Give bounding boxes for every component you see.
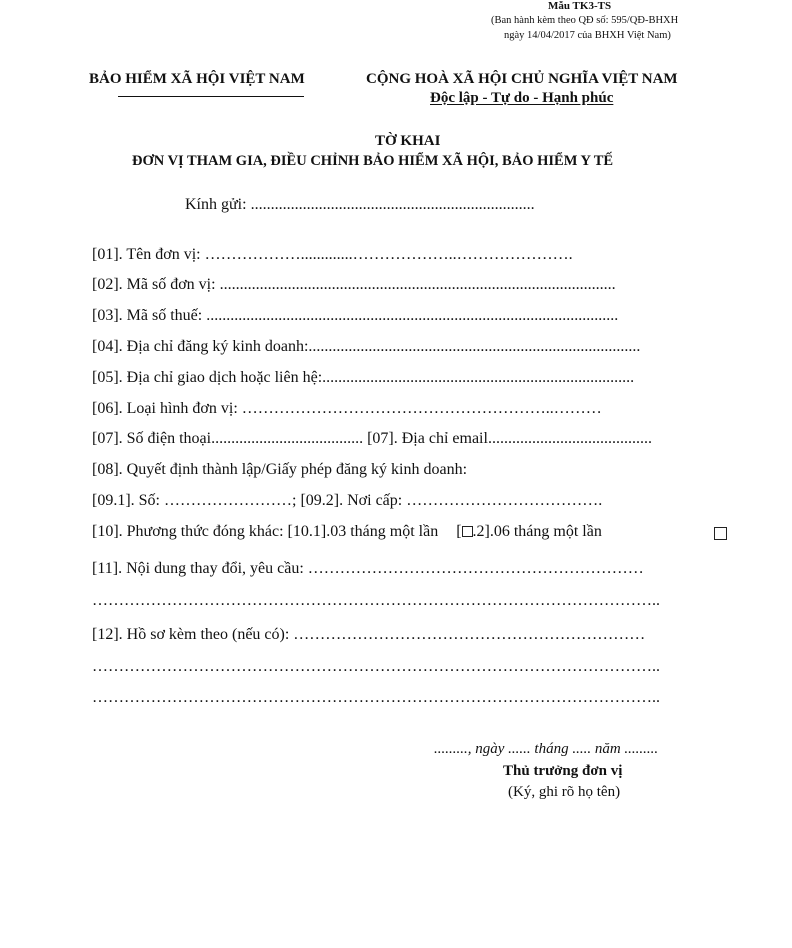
- field-07-phone-email[interactable]: [07]. Số điện thoại...................................... [07]. Địa chỉ email.........................................: [92, 430, 652, 447]
- issued-date-note: ngày 14/04/2017 của BHXH Việt Nam): [504, 30, 671, 41]
- field-10-option-6-months: .2].06 tháng một lần: [472, 523, 602, 540]
- field-02-unit-code[interactable]: [02]. Mã số đơn vị: ...................................................................................................: [92, 276, 616, 293]
- addressee-line[interactable]: Kính gửi: .......................................................................: [185, 196, 535, 213]
- field-12-attachments[interactable]: [12]. Hồ sơ kèm theo (nếu có): …………………………………………………………: [92, 626, 646, 643]
- field-11-change-content[interactable]: [11]. Nội dung thay đổi, yêu cầu: ………………………………………………………: [92, 560, 644, 577]
- field-05-contact-address[interactable]: [05]. Địa chỉ giao dịch hoặc liên hệ:..............................................................................: [92, 369, 635, 386]
- signature-note: (Ký, ghi rõ họ tên): [508, 784, 621, 800]
- republic-name: CỘNG HOÀ XÃ HỘI CHỦ NGHĨA VIỆT NAM: [366, 71, 678, 87]
- field-11-continuation[interactable]: ……………………………………………………………………………………………..: [92, 592, 660, 609]
- form-subtitle: ĐƠN VỊ THAM GIA, ĐIỀU CHỈNH BẢO HIỂM XÃ HỘI, BẢO HIỂM Y TẾ: [132, 153, 614, 169]
- date-line[interactable]: ........., ngày ...... tháng ..... năm .........: [434, 741, 659, 757]
- form-title: TỜ KHAI: [375, 133, 441, 149]
- field-03-tax-code[interactable]: [03]. Mã số thuế: .......................................................................................................: [92, 307, 619, 324]
- field-06-unit-type[interactable]: [06]. Loại hình đơn vị: …………………………………………………..………: [92, 400, 602, 417]
- field-10-label: [10]. Phương thức đóng khác: [10.1].03 tháng một lần: [92, 523, 439, 540]
- field-10-bracket: [: [456, 523, 462, 540]
- signer-title: Thủ trưởng đơn vị: [503, 763, 623, 779]
- field-08-establishment-decision: [08]. Quyết định thành lập/Giấy phép đăng ký kinh doanh:: [92, 461, 468, 478]
- field-04-business-address[interactable]: [04]. Địa chỉ đăng ký kinh doanh:...................................................................................: [92, 338, 641, 355]
- form-code: Mẫu TK3-TS: [548, 0, 612, 12]
- field-09-number-place[interactable]: [09.1]. Số: ……………………; [09.2]. Nơi cấp: ……………………………….: [92, 492, 603, 509]
- checkbox-6-months[interactable]: [714, 526, 727, 544]
- field-12-continuation-1[interactable]: ……………………………………………………………………………………………..: [92, 658, 660, 675]
- motto: Độc lập - Tự do - Hạnh phúc: [430, 90, 614, 106]
- field-10-payment-method: [92, 523, 602, 541]
- checkbox-3-months[interactable]: [462, 526, 473, 537]
- agency-underline: [118, 96, 304, 97]
- field-01-unit-name[interactable]: [01]. Tên đơn vị: ……………….............………………..………………….: [92, 246, 573, 263]
- agency-name: BẢO HIỂM XÃ HỘI VIỆT NAM: [89, 71, 305, 87]
- issued-note: (Ban hành kèm theo QĐ số: 595/QĐ-BHXH: [491, 15, 679, 26]
- field-12-continuation-2[interactable]: ……………………………………………………………………………………………..: [92, 689, 660, 706]
